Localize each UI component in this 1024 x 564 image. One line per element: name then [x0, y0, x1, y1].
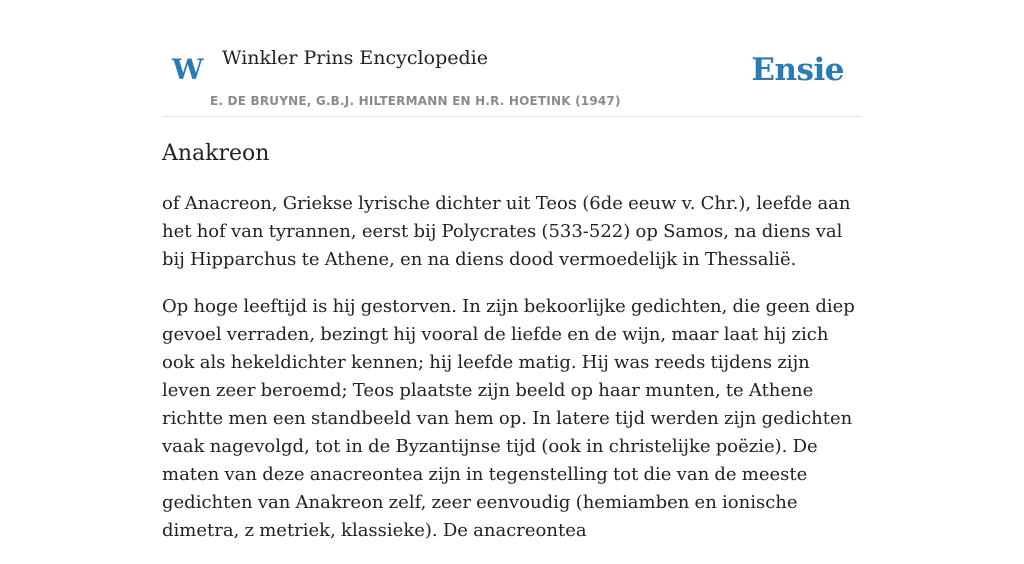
header — [162, 0, 862, 117]
publication-authors: E. DE BRUYNE, G.B.J. HILTERMANN EN H.R. HOETINK (1947) — [210, 94, 621, 108]
article-paragraph: Op hoge leeftijd is hij gestorven. In zijn bekoorlijke gedichten, die geen diep gevoel verraden, bezingt hij vooral de liefde en de wijn, maar laat hij zich ook als hekeldichter kennen; hij leefde matig. Hij was reeds tijdens zijn leven zeer beroemd; Teos plaatste zijn beeld op haar munten, te Athene richtte men een standbeeld van hem op. In latere tijd werden zijn gedichten vaak nagevolgd, tot in de Byzantijnse tijd (ook in christelijke poëzie). De maten van deze anacreontea zijn in tegenstelling tot die van de meeste gedichten van Anakreon zelf, zeer eenvoudig (hemiamben en ionische dimetra, z metriek, klassieke). De anacreontea — [162, 296, 855, 541]
article-paragraph: of Anacreon, Griekse lyrische dichter uit Teos (6de eeuw v. Chr.), leefde aan het hof van tyrannen, eerst bij Polycrates (533-522) op Samos, na diens val bij Hipparchus te Athene, en na diens dood vermoedelijk in Thessalië. — [162, 193, 851, 270]
publication-title[interactable]: Winkler Prins Encyclopedie — [222, 47, 488, 69]
winkler-prins-logo[interactable]: W — [172, 53, 204, 86]
article — [162, 138, 862, 564]
ensie-logo[interactable]: Ensie — [751, 52, 844, 88]
article-title: Anakreon — [162, 141, 270, 166]
